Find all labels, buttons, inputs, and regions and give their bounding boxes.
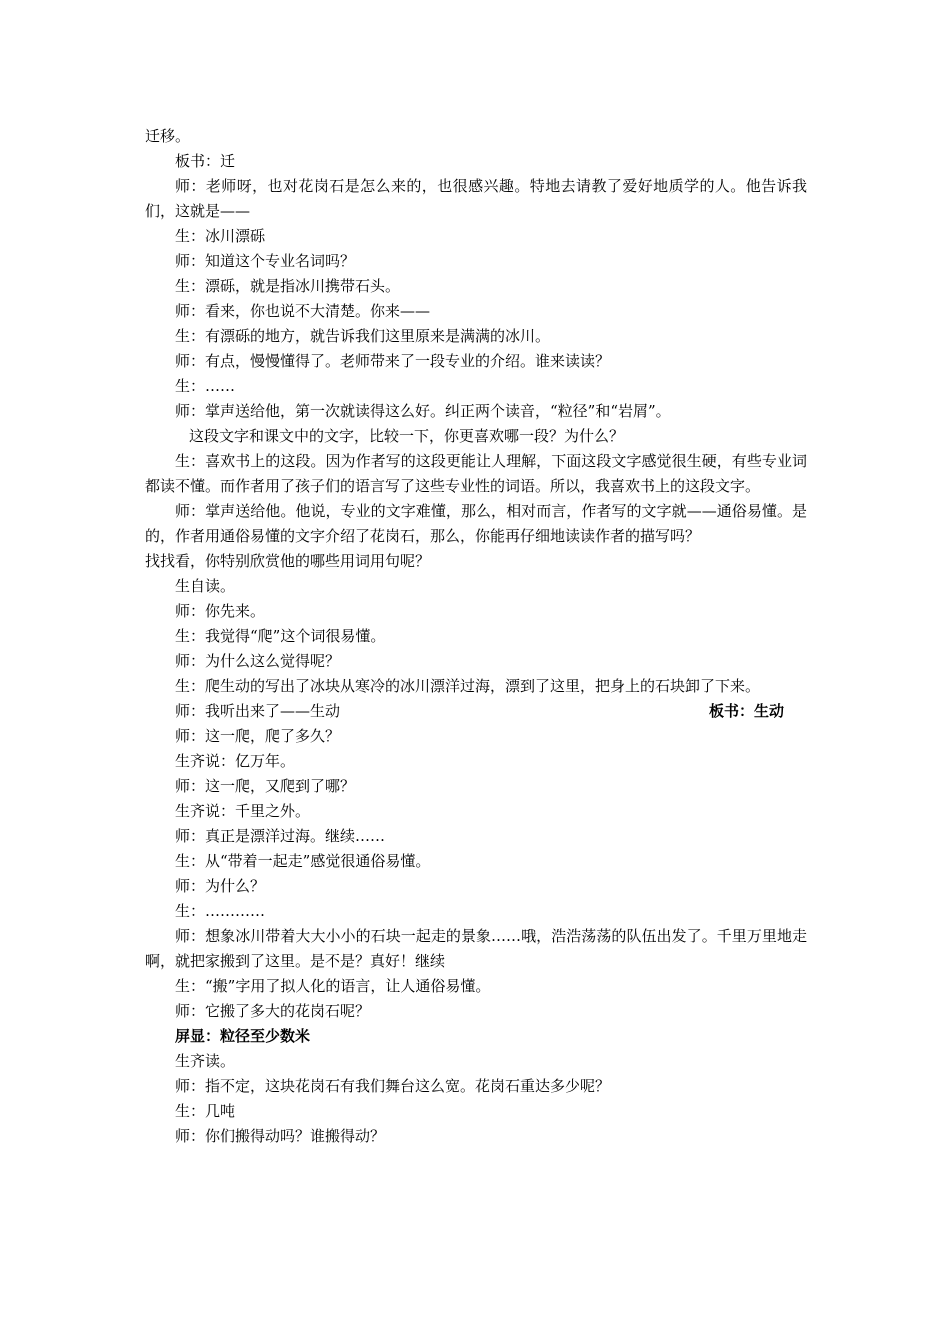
transcript-line: 生：爬生动的写出了冰块从寒冷的冰川漂洋过海，漂到了这里，把身上的石块卸了下来。: [175, 677, 761, 695]
transcript-line: 生齐说：千里之外。: [175, 802, 311, 820]
transcript-line: 生齐说：亿万年。: [175, 752, 296, 770]
transcript-line: 生齐读。: [175, 1052, 236, 1070]
transcript-line: 生：喜欢书上的这段。因为作者写的这段更能让人理解，下面这段文字感觉很生硬，有些专业词都读不懂。而作者用了孩子们的语言写了这些专业性的词语。所以，我喜欢书上的这段文字。: [145, 452, 807, 495]
transcript-line: 生：……: [175, 377, 236, 395]
transcript-line: 师：指不定，这块花岗石有我们舞台这么宽。花岗石重达多少呢？: [175, 1077, 611, 1095]
transcript-line: 师：你们搬得动吗？谁搬得动？: [175, 1127, 386, 1145]
transcript-line: 师：真正是漂洋过海。继续……: [175, 827, 386, 845]
transcript-block-1: [145, 124, 807, 699]
transcript-line: 生：…………: [175, 902, 266, 920]
transcript-line: 师：为什么这么觉得呢？: [175, 652, 341, 670]
screen-display-line: 屏显：粒径至少数米: [175, 1027, 311, 1045]
transcript-line: 找找看，你特别欣赏他的哪些用词用句呢？: [145, 552, 431, 570]
transcript-line: 师：你先来。: [175, 602, 266, 620]
transcript-line: 师：我听出来了——生动: [175, 702, 341, 720]
transcript-line: 生：漂砾，就是指冰川携带石头。: [175, 277, 401, 295]
transcript-line: 生：冰川漂砾: [175, 227, 266, 245]
transcript-line: 生：从“带着一起走”感觉很通俗易懂。: [175, 852, 431, 870]
transcript-line: 师：有点，慢慢懂得了。老师带来了一段专业的介绍。谁来读读？: [175, 352, 611, 370]
transcript-line: 生：我觉得“爬”这个词很易懂。: [175, 627, 386, 645]
board-note: 板书：生动: [709, 702, 785, 720]
document-page: [145, 124, 807, 1149]
transcript-line: 生：“搬”字用了拟人化的语言，让人通俗易懂。: [175, 977, 491, 995]
transcript-line: 师：掌声送给他，第一次就读得这么好。纠正两个读音，“粒径”和“岩屑”。: [175, 402, 671, 420]
transcript-line: 师：它搬了多大的花岗石呢？: [175, 1002, 371, 1020]
transcript-line: 这段文字和课文中的文字，比较一下，你更喜欢哪一段？为什么？: [189, 427, 625, 445]
transcript-line: 师：知道这个专业名词吗？: [175, 252, 356, 270]
transcript-line: 师：掌声送给他。他说，专业的文字难懂，那么，相对而言，作者写的文字就——通俗易懂。是的，作者用通俗易懂的文字介绍了花岗石，那么，你能再仔细地读读作者的描写吗？: [145, 502, 807, 545]
transcript-block-3: [145, 1049, 807, 1149]
transcript-line: 师：这一爬，又爬到了哪？: [175, 777, 356, 795]
transcript-line: 师：看来，你也说不大清楚。你来——: [175, 302, 431, 320]
transcript-line: 生自读。: [175, 577, 236, 595]
transcript-line: 生：几吨: [175, 1102, 236, 1120]
transcript-line: 师：想象冰川带着大大小小的石块一起走的景象……哦，浩浩荡荡的队伍出发了。千里万里地走啊，就把家搬到了这里。是不是？真好！继续: [145, 927, 807, 970]
transcript-line: 迁移。: [145, 127, 191, 145]
transcript-line: 生：有漂砾的地方，就告诉我们这里原来是满满的冰川。: [175, 327, 551, 345]
transcript-line: 师：为什么？: [175, 877, 266, 895]
transcript-line-with-note: [145, 699, 807, 724]
transcript-line: 师：这一爬，爬了多久？: [175, 727, 341, 745]
transcript-block-2: [145, 724, 807, 1024]
transcript-line: 师：老师呀，也对花岗石是怎么来的，也很感兴趣。特地去请教了爱好地质学的人。他告诉我们，这就是——: [145, 177, 807, 220]
transcript-line: 板书：迁: [175, 152, 236, 170]
